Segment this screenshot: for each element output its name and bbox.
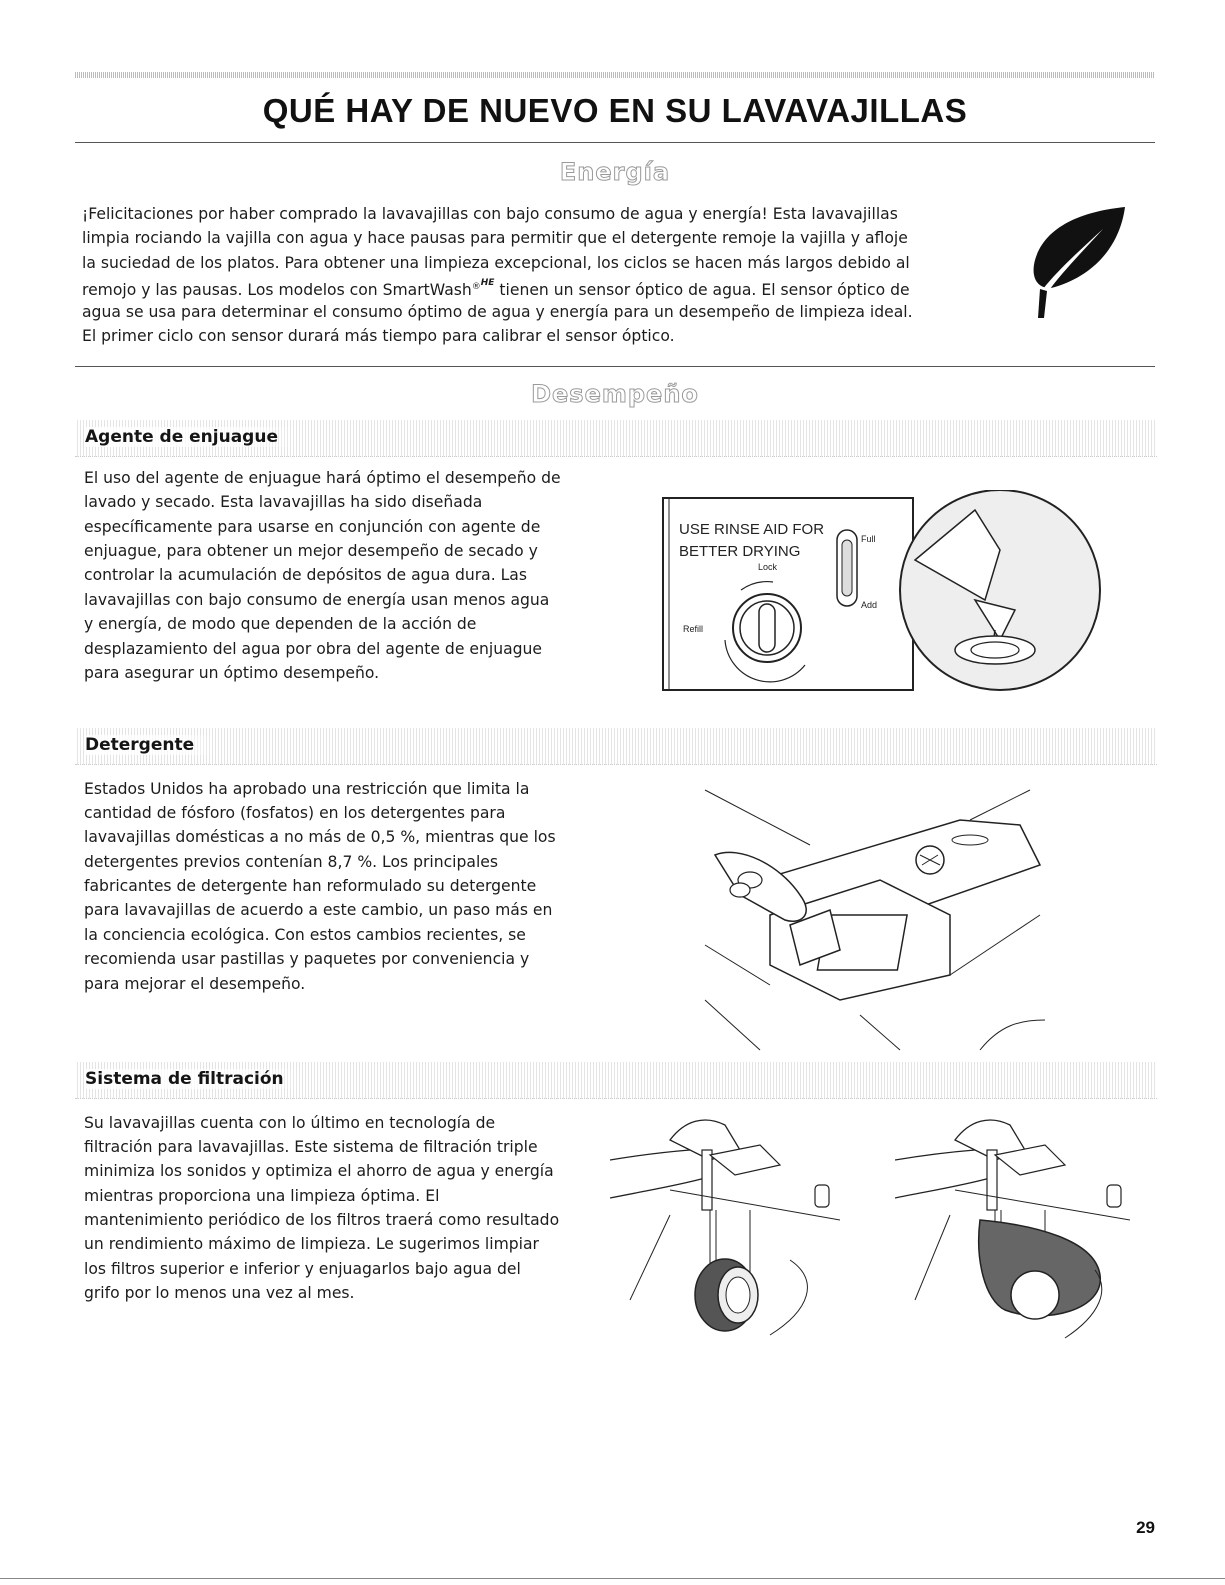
energia-line-4 [82,275,910,303]
leaf-icon [1025,205,1130,320]
page-title: QUÉ HAY DE NUEVO EN SU LAVAVAJILLAS [262,92,968,129]
agente-line-3: específicamente para usarse en conjunción con agente de [84,518,541,536]
agente-line-9: para asegurar un óptimo desempeño. [84,664,380,682]
page-number: 29 [1136,1518,1155,1537]
section-heading-desempeno: Desempeño [531,380,699,408]
filter-rinse-illustration-1 [610,1110,840,1340]
filtracion-line-6: un rendimiento máximo de limpieza. Le sugerimos limpiar [84,1235,539,1253]
filtracion-line-1: Su lavavajillas cuenta con lo último en tecnología de [84,1114,496,1132]
agente-line-5: controlar la acumulación de depósitos de agua dura. Las [84,566,527,584]
filtracion-line-2: filtración para lavavajillas. Este sistema de filtración triple [84,1138,538,1156]
filtracion-line-4: mientras proporciona una limpieza óptima. El [84,1187,440,1205]
energia-line-6: El primer ciclo con sensor durará más tiempo para calibrar el sensor óptico. [82,327,675,345]
agente-line-1: El uso del agente de enjuague hará óptimo el desempeño de [84,469,561,487]
detergente-line-2: cantidad de fósforo (fosfatos) en los detergentes para [84,804,506,822]
detergente-line-8: recomienda usar pastillas y paquetes por conveniencia y [84,950,530,968]
panel-text-2: BETTER DRYING [679,543,801,560]
agente-line-8: desplazamiento del agua por obra del agente de enjuague [84,640,543,658]
energia-line-2: limpia rociando la vajilla con agua y hace pausas para permitir que el detergente remoje la vajilla y afloje [82,229,908,247]
label-refill: Refill [683,624,704,634]
agente-line-2: lavado y secado. Esta lavavajillas ha sido diseñada [84,493,483,511]
subheading-bar-agente [75,420,1157,457]
filtracion-line-5: mantenimiento periódico de los filtros traerá como resultado [84,1211,560,1229]
detergente-line-4: detergentes previos contenían 8,7 %. Los principales [84,853,499,871]
detergente-line-5: fabricantes de detergente han reformulado su detergente [84,877,537,895]
rinse-aid-dispenser-illustration [655,490,1125,700]
label-add: Add [861,600,878,610]
energia-line-5: agua se usa para determinar el consumo óptimo de agua y energía para un desempeño de limpieza ideal. [82,303,913,321]
top-decorative-rule [75,72,1155,78]
section-heading-energia: Energía [559,158,671,186]
panel-text-1: USE RINSE AID FOR [679,521,825,538]
subheading-agente: Agente de enjuague [85,427,298,447]
detergente-line-9: para mejorar el desempeño. [84,975,306,993]
filtracion-line-8: grifo por lo menos una vez al mes. [84,1284,355,1302]
detergente-line-6: para lavavajillas de acuerdo a este cambio, un paso más en [84,901,553,919]
label-lock: Lock [758,562,778,572]
he-mark: HE [480,278,495,288]
energia-line-3: la suciedad de los platos. Para obtener una limpieza excepcional, los ciclos se hacen más largos debido al [82,254,910,272]
filtracion-line-3: minimiza los sonidos y optimiza el ahorro de agua y energía [84,1162,554,1180]
detergente-line-1: Estados Unidos ha aprobado una restricción que limita la [84,780,530,798]
agente-line-7: y energía, de modo que dependen de la acción de [84,615,477,633]
bottom-rule [0,1578,1225,1579]
subheading-bar-detergente [75,728,1157,765]
subheading-filtracion: Sistema de filtración [85,1069,304,1089]
detergent-dispenser-illustration [700,785,1050,1055]
energia-line-4a: remojo y las pausas. Los modelos con SmartWash [82,281,472,300]
energia-line-1: ¡Felicitaciones por haber comprado la lavavajillas con bajo consumo de agua y energía! Esta lavavajillas [82,205,898,223]
agente-line-6: lavavajillas con bajo consumo de energía usan menos agua [84,591,550,609]
filtracion-line-7: los filtros superior e inferior y enjuagarlos bajo agua del [84,1260,521,1278]
detergente-line-7: la conciencia ecológica. Con estos cambios recientes, se [84,926,526,944]
energia-line-4b: tienen un sensor óptico de agua. El sensor óptico de [494,281,910,300]
energia-divider [75,366,1155,367]
agente-line-4: enjuague, para obtener un mejor desempeño de secado y [84,542,538,560]
detergente-line-3: lavavajillas domésticas a no más de 0,5 %, mientras que los [84,828,556,846]
title-divider [75,142,1155,143]
subheading-bar-filtracion [75,1062,1157,1099]
registered-mark: ® [471,282,481,292]
subheading-detergente: Detergente [85,735,214,755]
filter-rinse-illustration-2 [895,1110,1130,1340]
label-full: Full [861,534,876,544]
